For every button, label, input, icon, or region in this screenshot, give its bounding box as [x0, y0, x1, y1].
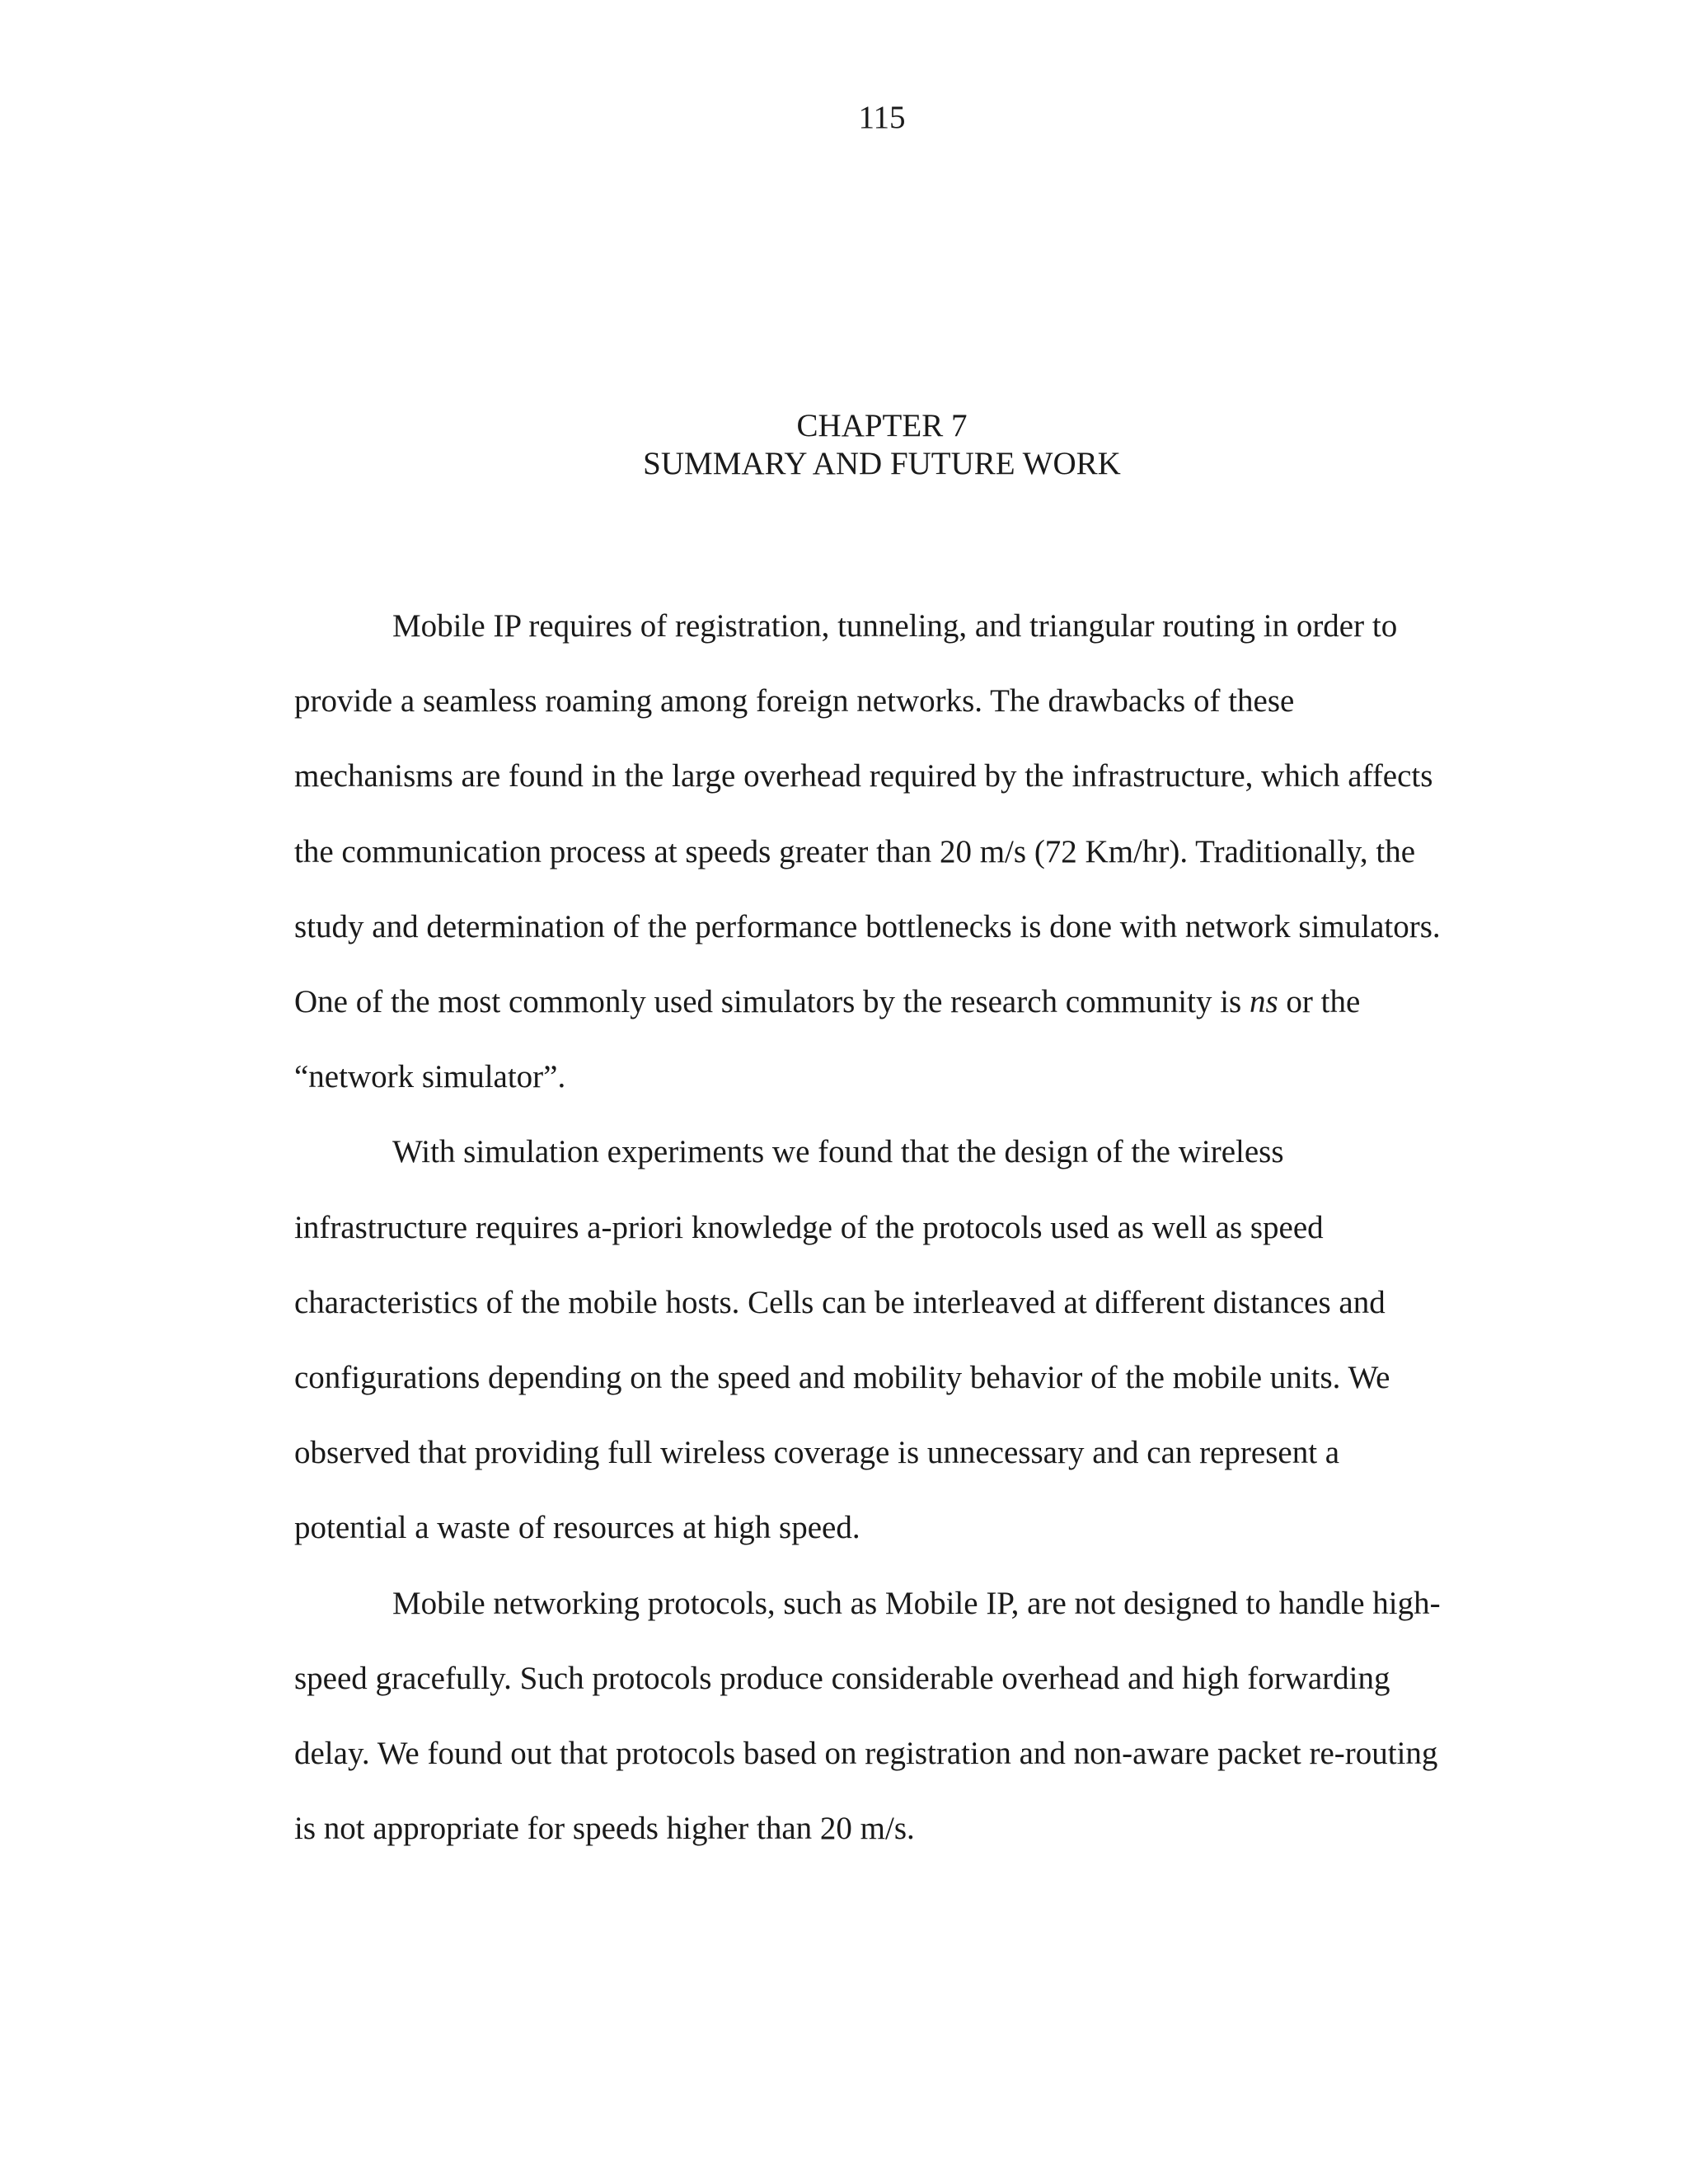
text-line: provide a seamless roaming among foreign networks. The drawbacks of these	[294, 683, 1295, 719]
text-line: Mobile networking protocols, such as Mobile IP, are not designed to handle high-	[392, 1585, 1441, 1621]
text-line: is not appropriate for speeds higher than 20 m/s.	[294, 1811, 915, 1847]
text-line	[294, 964, 1465, 1039]
text-segment: or the	[1278, 984, 1361, 1020]
text-line: the communication process at speeds greater than 20 m/s (72 Km/hr). Traditionally, the	[294, 833, 1416, 869]
text-line: characteristics of the mobile hosts. Cells can be interleaved at different distances and	[294, 1284, 1386, 1320]
paragraph-2	[294, 1114, 1465, 1565]
text-line: study and determination of the performance bottlenecks is done with network simulators.	[294, 908, 1441, 944]
paragraph-1	[294, 588, 1465, 1114]
text-line: potential a waste of resources at high speed.	[294, 1510, 860, 1546]
chapter-heading	[0, 407, 1688, 483]
italic-term: ns	[1249, 984, 1278, 1020]
text-line: With simulation experiments we found that the design of the wireless	[392, 1134, 1284, 1170]
chapter-title: SUMMARY AND FUTURE WORK	[643, 446, 1121, 481]
text-line: infrastructure requires a-priori knowledge of the protocols used as well as speed	[294, 1209, 1324, 1245]
body-text	[294, 588, 1465, 1866]
text-line: delay. We found out that protocols based on registration and non-aware packet re-routing	[294, 1736, 1438, 1772]
text-line: observed that providing full wireless coverage is unnecessary and can represent a	[294, 1435, 1340, 1471]
text-line: mechanisms are found in the large overhead required by the infrastructure, which affects	[294, 758, 1433, 794]
chapter-label: CHAPTER 7	[796, 408, 968, 443]
text-line: configurations depending on the speed and mobility behavior of the mobile units. We	[294, 1360, 1390, 1396]
page-number: 115	[858, 100, 906, 135]
text-line: “network simulator”.	[294, 1059, 566, 1095]
text-segment: One of the most commonly used simulators by the research community is	[294, 984, 1250, 1020]
text-line: speed gracefully. Such protocols produce considerable overhead and high forwarding	[294, 1660, 1390, 1696]
paragraph-3	[294, 1566, 1465, 1867]
text-line: Mobile IP requires of registration, tunneling, and triangular routing in order to	[392, 608, 1398, 644]
